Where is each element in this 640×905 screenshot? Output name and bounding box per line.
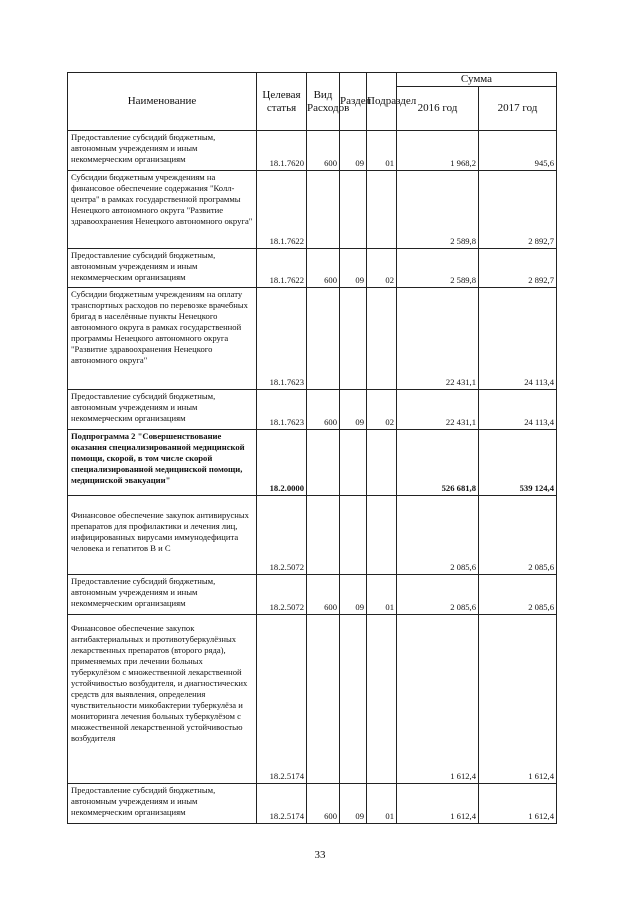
row-razdel [340, 496, 367, 575]
header-podrazdel: Подраздел [367, 73, 397, 131]
row-podrazdel [367, 615, 397, 784]
header-2017: 2017 год [479, 87, 557, 131]
row-2017: 24 113,4 [479, 288, 557, 390]
row-razdel [340, 288, 367, 390]
row-2016: 2 085,6 [397, 496, 479, 575]
row-podrazdel [367, 496, 397, 575]
row-vid: 600 [307, 390, 340, 430]
row-2017: 2 085,6 [479, 496, 557, 575]
row-vid: 600 [307, 131, 340, 171]
row-2016: 1 612,4 [397, 784, 479, 824]
header-summa: Сумма [397, 73, 557, 87]
row-vid [307, 171, 340, 249]
row-name: Предоставление субсидий бюджетным, автономным учреждениям и иным некоммерческим организациям [68, 390, 257, 430]
row-target: 18.2.0000 [257, 430, 307, 496]
row-target: 18.1.7620 [257, 131, 307, 171]
row-2017: 2 892,7 [479, 249, 557, 288]
row-vid: 600 [307, 249, 340, 288]
table-body [68, 131, 557, 824]
row-target: 18.1.7622 [257, 249, 307, 288]
row-2016: 1 968,2 [397, 131, 479, 171]
row-2016: 22 431,1 [397, 390, 479, 430]
row-target: 18.2.5072 [257, 575, 307, 615]
row-vid [307, 615, 340, 784]
row-name: Субсидии бюджетным учреждениям на оплату транспортных расходов по перевозке врачебных бригад в населённые пункты Ненецкого автономного округа в рамках государственной программы Ненецкого автономного округа "Развитие здравоохранения Ненецкого автономного округа" [68, 288, 257, 390]
header-razdel: Раздел [340, 73, 367, 131]
row-name: Финансовое обеспечение закупок антивирусных препаратов для профилактики и лечения лиц, инфицированных вирусами иммунодефицита человека и гепатитов B и C [68, 496, 257, 575]
row-razdel: 09 [340, 784, 367, 824]
row-razdel: 09 [340, 249, 367, 288]
row-2016: 22 431,1 [397, 288, 479, 390]
row-2017: 2 892,7 [479, 171, 557, 249]
row-name: Финансовое обеспечение закупок антибактериальных и противотуберкулёзных лекарственных препаратов (второго ряда), применяемых при лечении больных туберкулёзом с множественной лекарственной устойчивостью возбудителя, и диагностических средств для выявления, определения чувствительности микобактерии туберкулёза и мониторинга лечения больных туберкулёзом с множественной лекарственной устойчивостью возбудителя [68, 615, 257, 784]
row-name: Подпрограмма 2 "Совершенствование оказания специализированной медицинской помощи, скорой, в том числе скорой специализированной медицинской помощи, медицинской эвакуации" [68, 430, 257, 496]
budget-table [67, 72, 557, 824]
row-2017: 1 612,4 [479, 784, 557, 824]
row-target: 18.1.7623 [257, 288, 307, 390]
page-number: 33 [314, 849, 326, 861]
row-2017: 539 124,4 [479, 430, 557, 496]
row-vid: 600 [307, 784, 340, 824]
row-name: Предоставление субсидий бюджетным, автономным учреждениям и иным некоммерческим организациям [68, 784, 257, 824]
row-vid [307, 288, 340, 390]
row-podrazdel [367, 430, 397, 496]
row-podrazdel [367, 171, 397, 249]
row-target: 18.1.7622 [257, 171, 307, 249]
row-name: Предоставление субсидий бюджетным, автономным учреждениям и иным некоммерческим организациям [68, 249, 257, 288]
row-podrazdel: 02 [367, 249, 397, 288]
row-target: 18.2.5174 [257, 784, 307, 824]
row-2017: 2 085,6 [479, 575, 557, 615]
row-razdel: 09 [340, 575, 367, 615]
row-name: Субсидии бюджетным учреждениям на финансовое обеспечение содержания "Колл-центра" в рамках государственной программы Ненецкого автономного округа "Развитие здравоохранения Ненецкого автономного округа" [68, 171, 257, 249]
row-razdel [340, 430, 367, 496]
row-2016: 2 589,8 [397, 171, 479, 249]
row-2016: 526 681,8 [397, 430, 479, 496]
row-name: Предоставление субсидий бюджетным, автономным учреждениям и иным некоммерческим организациям [68, 575, 257, 615]
row-razdel [340, 615, 367, 784]
row-vid [307, 496, 340, 575]
table-row [68, 784, 557, 824]
header-vid: Вид Расходов [307, 73, 340, 131]
row-target: 18.2.5174 [257, 615, 307, 784]
table-row [68, 496, 557, 575]
row-razdel: 09 [340, 390, 367, 430]
row-2017: 24 113,4 [479, 390, 557, 430]
row-2017: 1 612,4 [479, 615, 557, 784]
table-row [68, 430, 557, 496]
header-target: Целевая статья [257, 73, 307, 131]
row-2016: 2 589,8 [397, 249, 479, 288]
row-podrazdel [367, 288, 397, 390]
row-target: 18.2.5072 [257, 496, 307, 575]
table-header [68, 73, 557, 131]
row-target: 18.1.7623 [257, 390, 307, 430]
header-name: Наименование [68, 73, 257, 131]
row-razdel [340, 171, 367, 249]
table-row [68, 575, 557, 615]
row-2016: 1 612,4 [397, 615, 479, 784]
row-vid [307, 430, 340, 496]
row-2017: 945,6 [479, 131, 557, 171]
header-2016: 2016 год [397, 87, 479, 131]
row-name: Предоставление субсидий бюджетным, автономным учреждениям и иным некоммерческим организациям [68, 131, 257, 171]
row-vid: 600 [307, 575, 340, 615]
row-podrazdel: 01 [367, 575, 397, 615]
row-2016: 2 085,6 [397, 575, 479, 615]
row-razdel: 09 [340, 131, 367, 171]
table-row [68, 171, 557, 249]
row-podrazdel: 01 [367, 784, 397, 824]
row-podrazdel: 02 [367, 390, 397, 430]
table-row [68, 615, 557, 784]
table-row [68, 249, 557, 288]
table-row [68, 131, 557, 171]
row-podrazdel: 01 [367, 131, 397, 171]
table-row [68, 288, 557, 390]
table-row [68, 390, 557, 430]
